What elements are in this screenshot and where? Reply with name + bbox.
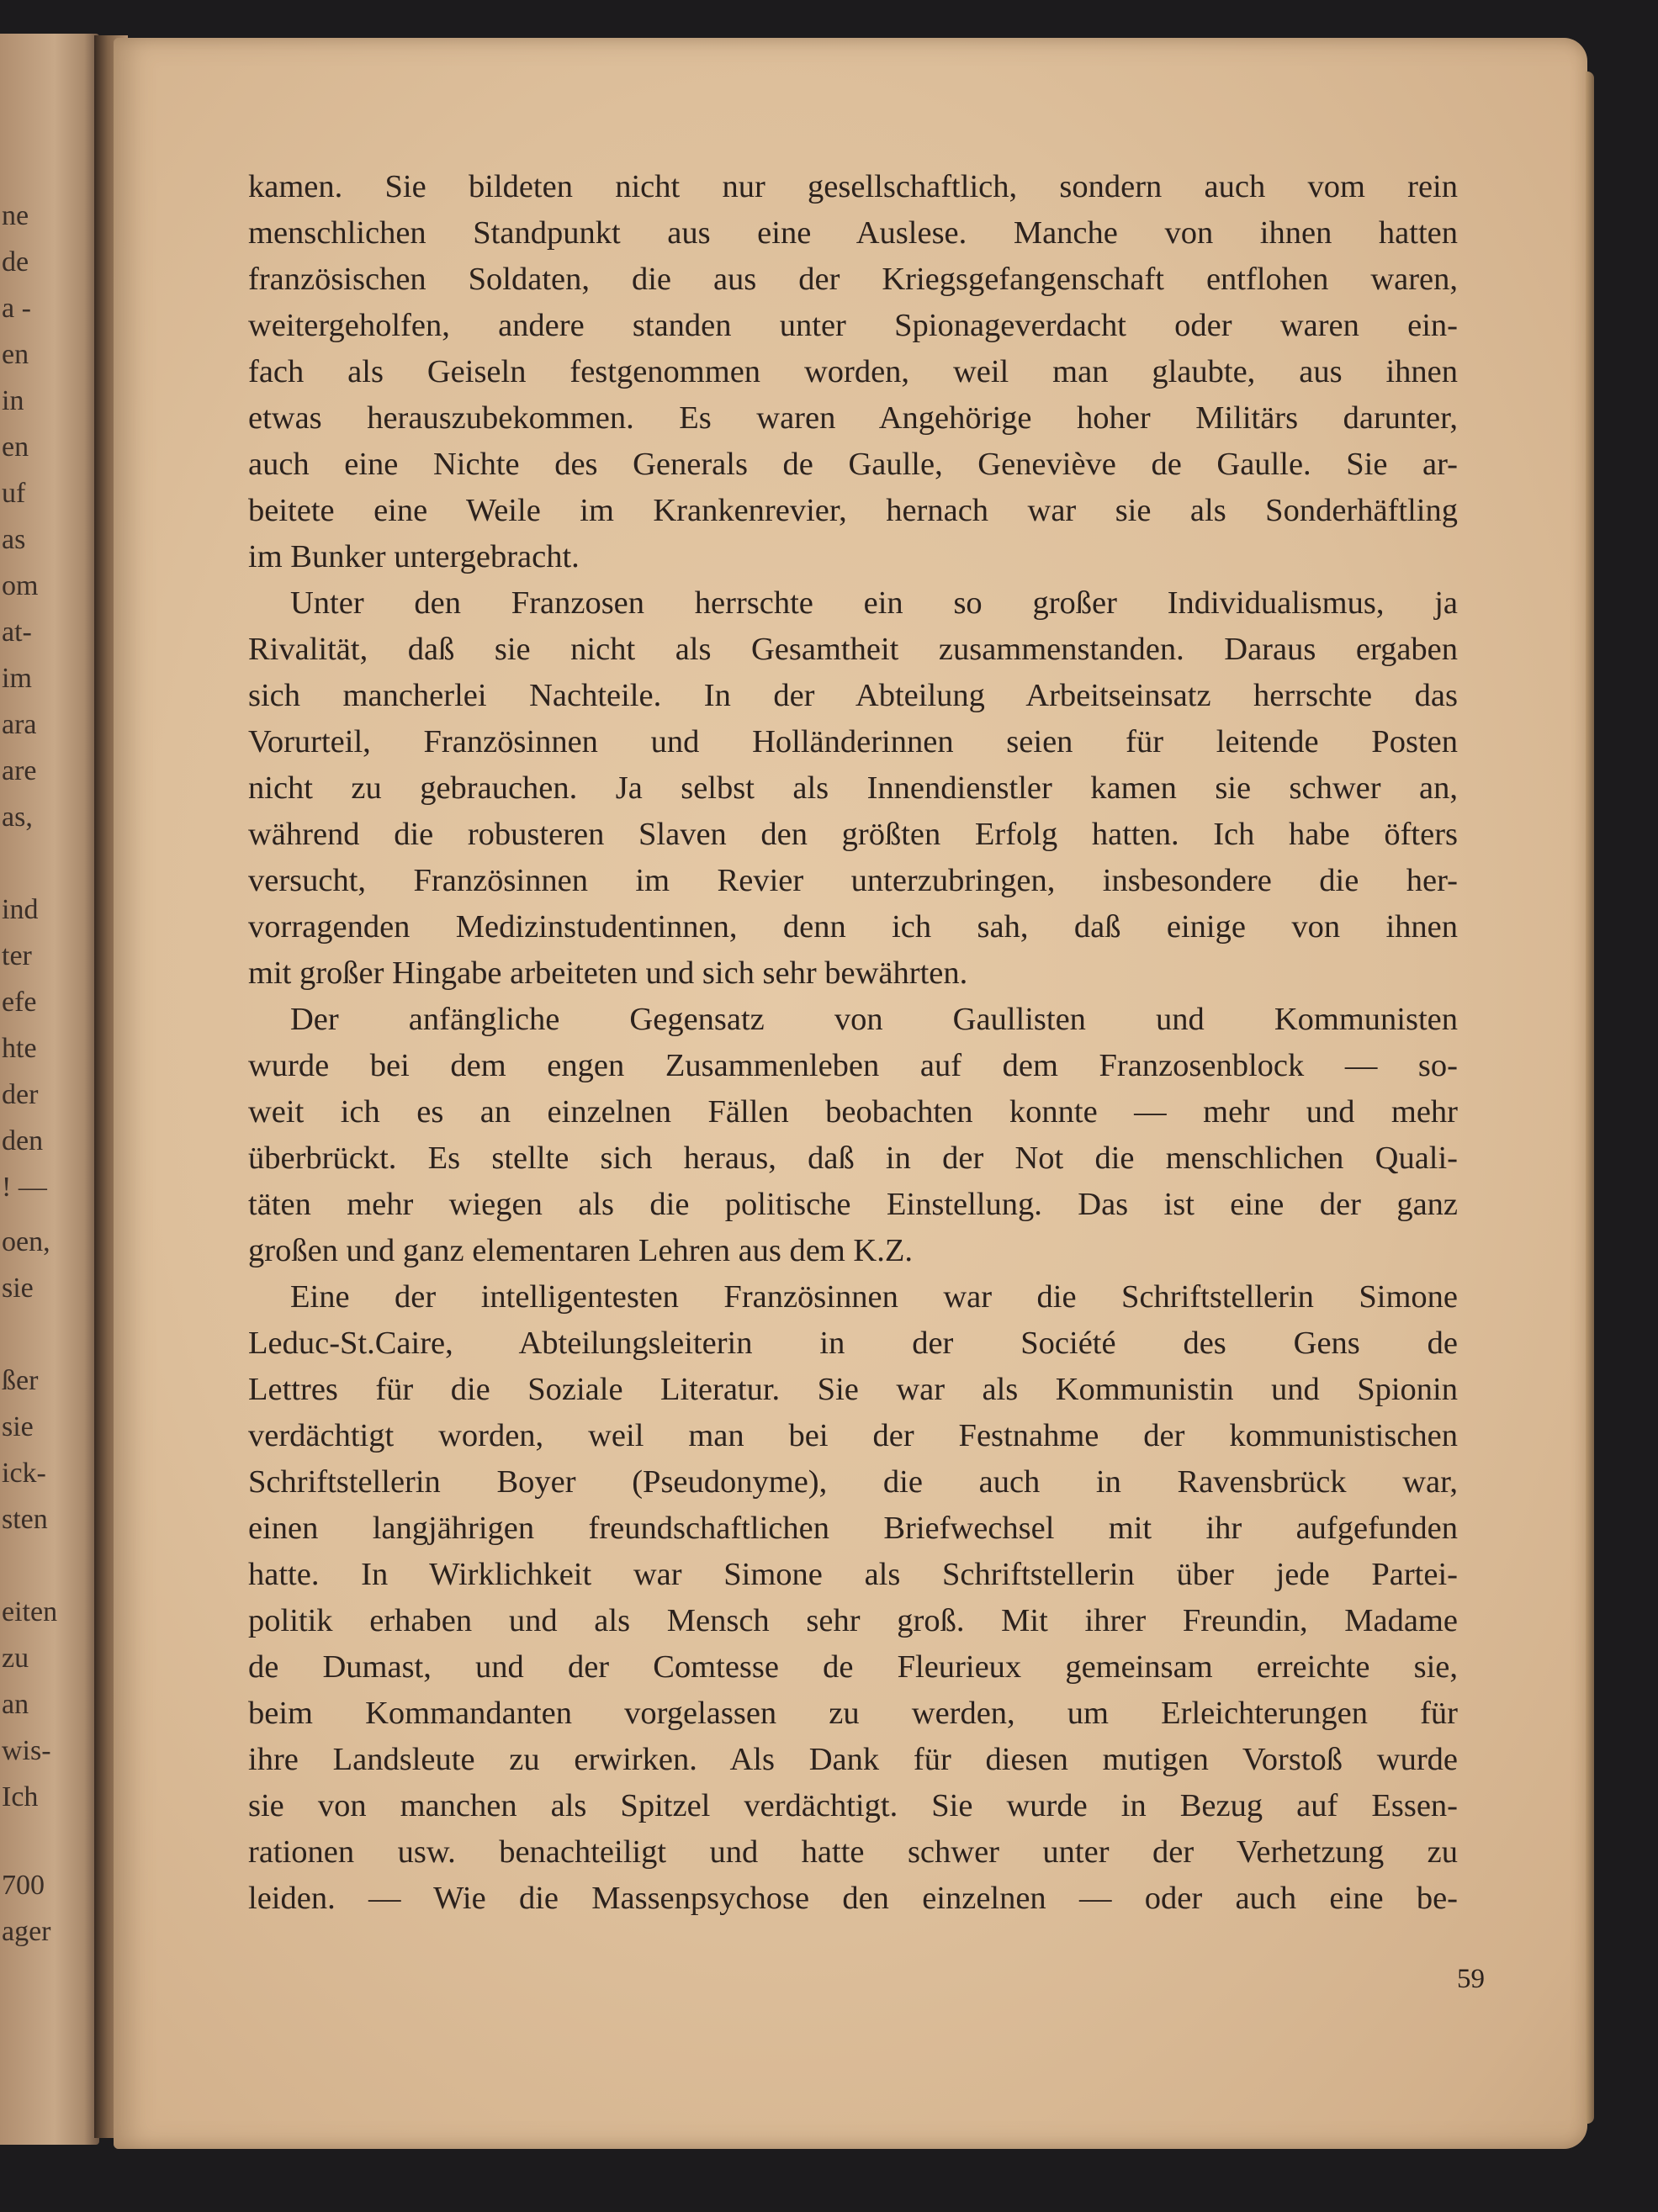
left-page-fragment: zu: [2, 1643, 29, 1674]
text-line: überbrückt. Es stellte sich heraus, daß in der Not die menschlichen Quali-: [248, 1140, 1458, 1176]
text-line: ihre Landsleute zu erwirken. Als Dank für diesen mutigen Vorstoß wurde: [248, 1742, 1458, 1777]
paragraph: [248, 997, 1458, 1274]
text-line: täten mehr wiegen als die politische Einstellung. Das ist eine der ganz: [248, 1187, 1458, 1222]
left-page-fragment: ick-: [2, 1458, 46, 1489]
left-page-fragment: eiten: [2, 1596, 58, 1627]
text-line: politik erhaben und als Mensch sehr groß. Mit ihrer Freundin, Madame: [248, 1603, 1458, 1638]
text-line: weit ich es an einzelnen Fällen beobachten konnte — mehr und mehr: [248, 1094, 1458, 1130]
left-page-fragment: om: [2, 570, 39, 601]
text-line: beitete eine Weile im Krankenrevier, hernach war sie als Sonderhäftling: [248, 493, 1458, 528]
text-line: Leduc-St.Caire, Abteilungsleiterin in der Société des Gens de: [248, 1326, 1458, 1361]
text-line: Lettres für die Soziale Literatur. Sie war als Kommunistin und Spionin: [248, 1372, 1458, 1407]
text-line: rationen usw. benachteiligt und hatte schwer unter der Verhetzung zu: [248, 1834, 1458, 1870]
text-line: etwas herauszubekommen. Es waren Angehörige hoher Militärs darunter,: [248, 400, 1458, 436]
text-line: leiden. — Wie die Massenpsychose den einzelnen — oder auch eine be-: [248, 1881, 1458, 1916]
paragraph: [248, 1274, 1458, 1922]
text-line: de Dumast, und der Comtesse de Fleurieux gemeinsam erreichte sie,: [248, 1649, 1458, 1685]
text-line: sich mancherlei Nachteile. In der Abteilung Arbeitseinsatz herrschte das: [248, 678, 1458, 713]
page-number: 59: [1457, 1964, 1485, 1994]
left-page-fragment: as,: [2, 802, 33, 833]
left-page-fragment: are: [2, 755, 37, 786]
paragraph: [248, 164, 1458, 580]
left-page-fragment: en: [2, 339, 29, 370]
paragraph: [248, 580, 1458, 997]
text-line: Vorurteil, Französinnen und Holländerinnen seien für leitende Posten: [248, 724, 1458, 759]
left-page-fragment: den: [2, 1125, 44, 1156]
left-page-fragment: an: [2, 1689, 29, 1720]
text-line: französischen Soldaten, die aus der Kriegsgefangenschaft entflohen waren,: [248, 262, 1458, 297]
left-page-fragment: 700: [2, 1870, 45, 1901]
left-page-fragment: Ich: [2, 1781, 39, 1812]
left-facing-page: [0, 34, 99, 2145]
text-line: Unter den Franzosen herrschte ein so großer Individualismus, ja: [290, 585, 1458, 621]
text-line: auch eine Nichte des Generals de Gaulle, Geneviève de Gaulle. Sie ar-: [248, 447, 1458, 482]
text-line: fach als Geiseln festgenommen worden, weil man glaubte, aus ihnen: [248, 354, 1458, 389]
text-line: weitergeholfen, andere standen unter Spionageverdacht oder waren ein-: [248, 308, 1458, 343]
text-line: hatte. In Wirklichkeit war Simone als Schriftstellerin über jede Partei-: [248, 1557, 1458, 1592]
text-line: menschlichen Standpunkt aus eine Auslese. Manche von ihnen hatten: [248, 215, 1458, 251]
left-page-fragment: de: [2, 246, 29, 278]
text-line: beim Kommandanten vorgelassen zu werden, um Erleichterungen für: [248, 1696, 1458, 1731]
left-page-fragment: sten: [2, 1504, 48, 1535]
text-line: während die robusteren Slaven den größten Erfolg hatten. Ich habe öfters: [248, 817, 1458, 852]
left-page-fragment: in: [2, 385, 24, 416]
left-page-fragment: a -: [2, 293, 31, 324]
text-line: Schriftstellerin Boyer (Pseudonyme), die auch in Ravensbrück war,: [248, 1464, 1458, 1500]
left-page-fragment: der: [2, 1079, 39, 1110]
text-line: Der anfängliche Gegensatz von Gaullisten und Kommunisten: [290, 1002, 1458, 1037]
text-line: einen langjährigen freundschaftlichen Briefwechsel mit ihr aufgefunden: [248, 1511, 1458, 1546]
left-page-fragment: en: [2, 431, 29, 463]
left-page-fragment: hte: [2, 1033, 37, 1064]
left-page-fragment: im: [2, 663, 32, 694]
text-line: nicht zu gebrauchen. Ja selbst als Innendienstler kamen sie schwer an,: [248, 770, 1458, 806]
left-page-fragment: ßer: [2, 1365, 39, 1396]
text-line: Eine der intelligentesten Französinnen war die Schriftstellerin Simone: [290, 1279, 1458, 1315]
left-page-fragment: at-: [2, 617, 32, 648]
left-page-fragment: ind: [2, 894, 39, 925]
left-page-fragment: ter: [2, 940, 32, 971]
left-page-fragment: uf: [2, 478, 26, 509]
text-line: im Bunker untergebracht.: [248, 539, 580, 574]
left-page-fragment: oen,: [2, 1226, 50, 1257]
text-line: versucht, Französinnen im Revier unterzubringen, insbesondere die her-: [248, 863, 1458, 898]
left-page-fragment: efe: [2, 987, 37, 1018]
text-line: Rivalität, daß sie nicht als Gesamtheit zusammenstanden. Daraus ergaben: [248, 632, 1458, 667]
left-page-fragment: ! —: [2, 1172, 47, 1203]
page-edge: [1586, 71, 1594, 2124]
text-line: mit großer Hingabe arbeiteten und sich sehr bewährten.: [248, 955, 968, 991]
left-page-fragment: as: [2, 524, 26, 555]
text-line: sie von manchen als Spitzel verdächtigt. Sie wurde in Bezug auf Essen-: [248, 1788, 1458, 1823]
text-line: großen und ganz elementaren Lehren aus dem K.Z.: [248, 1233, 914, 1268]
text-line: verdächtigt worden, weil man bei der Festnahme der kommunistischen: [248, 1418, 1458, 1453]
text-line: kamen. Sie bildeten nicht nur gesellschaftlich, sondern auch vom rein: [248, 169, 1458, 204]
text-line: wurde bei dem engen Zusammenleben auf dem Franzosenblock — so-: [248, 1048, 1458, 1083]
left-page-fragment: ne: [2, 200, 29, 231]
body-text: [248, 164, 1458, 1922]
left-page-fragment: sie: [2, 1273, 34, 1304]
left-page-fragment: ager: [2, 1916, 51, 1947]
left-page-fragment: wis-: [2, 1735, 51, 1766]
left-page-fragment: ara: [2, 709, 37, 740]
book-page: [114, 38, 1587, 2149]
text-line: vorragenden Medizinstudentinnen, denn ich sah, daß einige von ihnen: [248, 909, 1458, 945]
left-page-fragment: sie: [2, 1411, 34, 1442]
